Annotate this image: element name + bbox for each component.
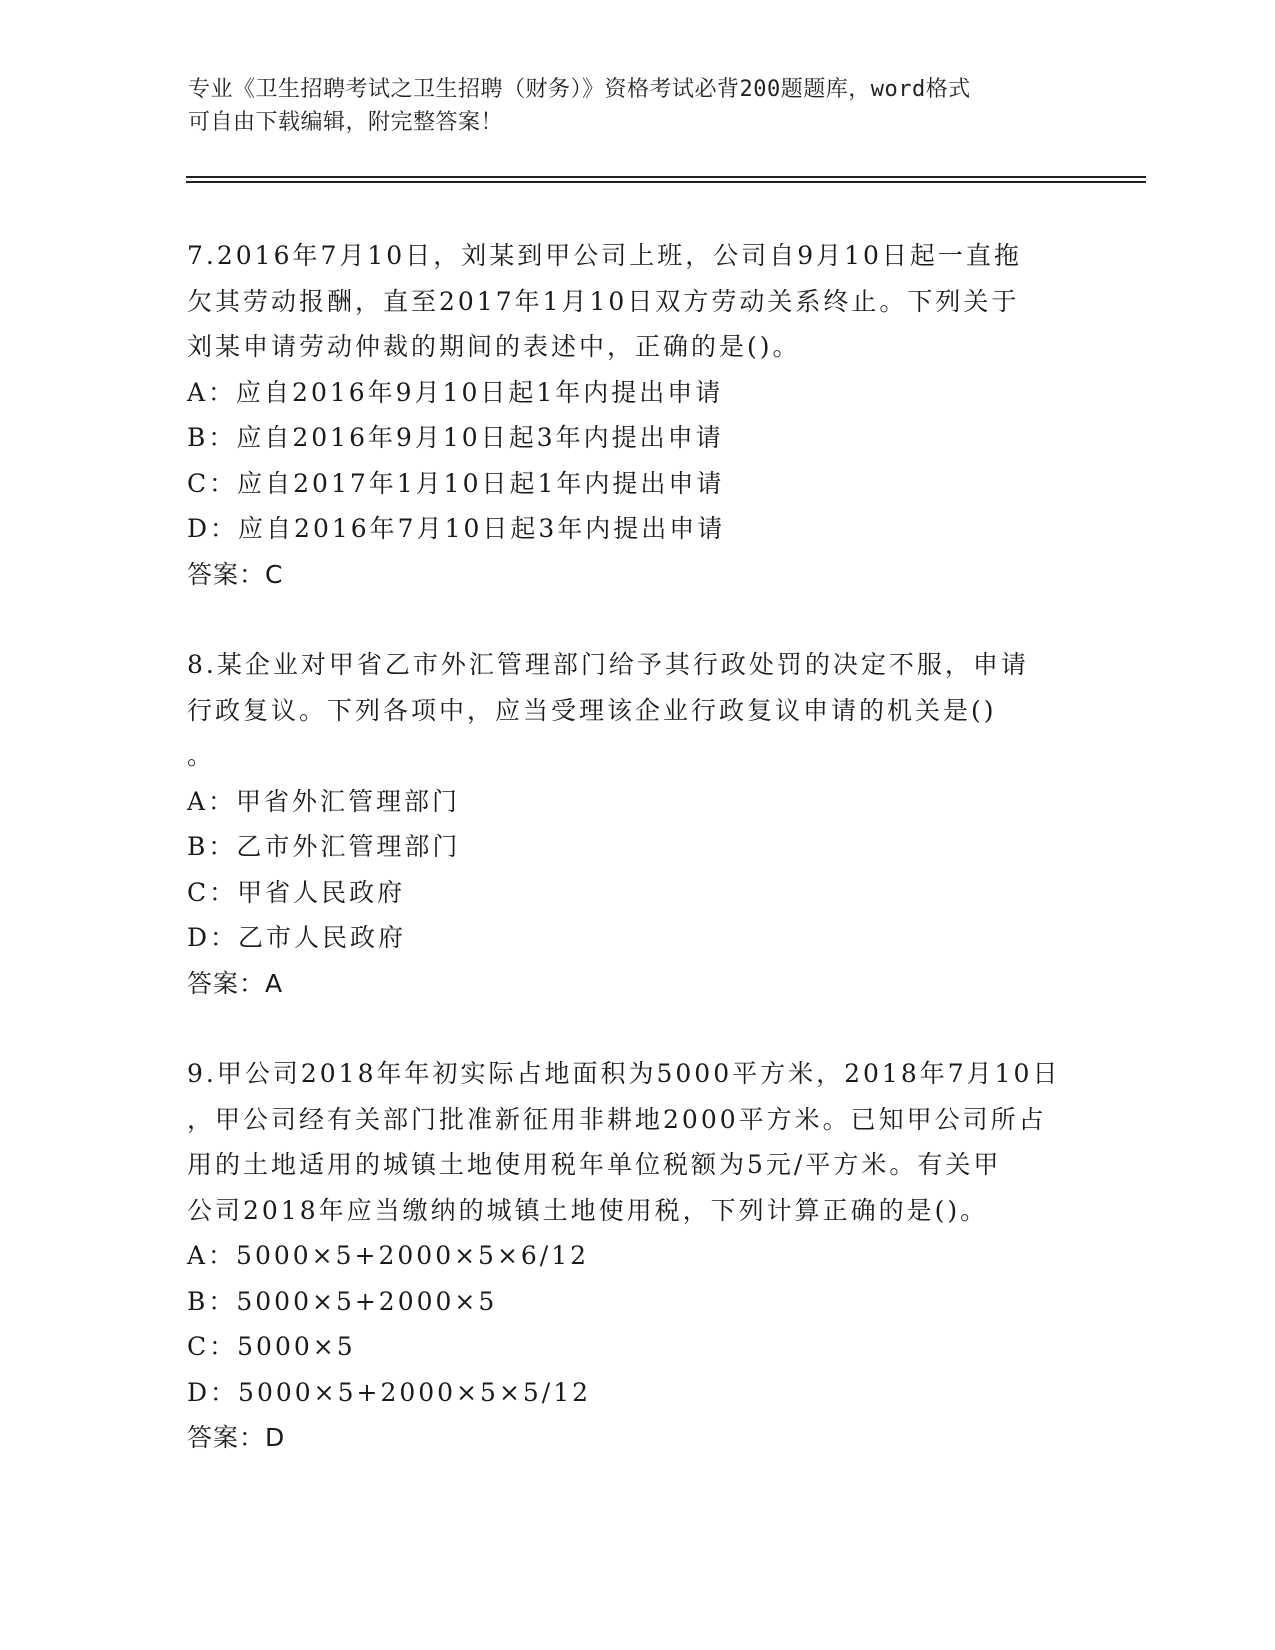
header-divider-bottom	[186, 181, 1146, 183]
header-line: 可自由下载编辑，附完整答案！	[188, 110, 504, 135]
answer: 答案：A	[187, 968, 284, 998]
option-d: D：应自2016年7月10日起3年内提出申请	[187, 514, 726, 543]
option-a: A：甲省外汇管理部门	[187, 786, 461, 816]
option-b: B：应自2016年9月10日起3年内提出申请	[187, 423, 724, 452]
option-a: A：应自2016年9月10日起1年内提出申请	[187, 377, 724, 407]
option-b: B：5000×5+2000×5	[187, 1286, 498, 1316]
question-stem-line: 9.甲公司2018年年初实际占地面积为5000平方米，2018年7月10日	[187, 1059, 1061, 1088]
option-c: C：应自2017年1月10日起1年内提出申请	[187, 468, 725, 498]
option-d: D：乙市人民政府	[187, 923, 407, 952]
question-8	[187, 642, 1087, 1006]
question-list	[187, 233, 1087, 1461]
answer: 答案：C	[187, 559, 284, 589]
question-stem-line: 7.2016年7月10日，刘某到甲公司上班，公司自9月10日起一直拖	[187, 241, 1022, 270]
option-d: D：5000×5+2000×5×5/12	[187, 1377, 592, 1407]
question-stem-line: 行政复议。下列各项中，应当受理该企业行政复议申请的机关是()	[187, 695, 997, 725]
question-stem-line: 8.某企业对甲省乙市外汇管理部门给予其行政处罚的决定不服，申请	[187, 650, 1029, 679]
option-c: C：5000×5	[187, 1332, 356, 1361]
option-c: C：甲省人民政府	[187, 877, 406, 907]
question-stem-line: 欠其劳动报酬，直至2017年1月10日双方劳动关系终止。下列关于	[187, 286, 1020, 316]
answer: 答案：D	[187, 1423, 286, 1452]
option-a: A：5000×5+2000×5×6/12	[187, 1241, 590, 1270]
option-b: B：乙市外汇管理部门	[187, 832, 461, 861]
question-stem-line: 刘某申请劳动仲裁的期间的表述中，正确的是()。	[187, 332, 801, 361]
header-line: 专业《卫生招聘考试之卫生招聘（财务）》资格考试必背200题题库，word格式	[188, 77, 971, 102]
question-stem-line: 。	[187, 741, 216, 770]
question-9	[187, 1051, 1087, 1461]
question-stem-line: ，甲公司经有关部门批准新征用非耕地2000平方米。已知甲公司所占	[187, 1104, 1047, 1134]
question-7	[187, 233, 1087, 597]
document-header	[188, 73, 1068, 139]
question-stem-line: 公司2018年应当缴纳的城镇土地使用税，下列计算正确的是()。	[187, 1195, 989, 1225]
question-stem-line: 用的土地适用的城镇土地使用税年单位税额为5元/平方米。有关甲	[187, 1150, 1002, 1179]
header-divider-top	[186, 176, 1146, 178]
